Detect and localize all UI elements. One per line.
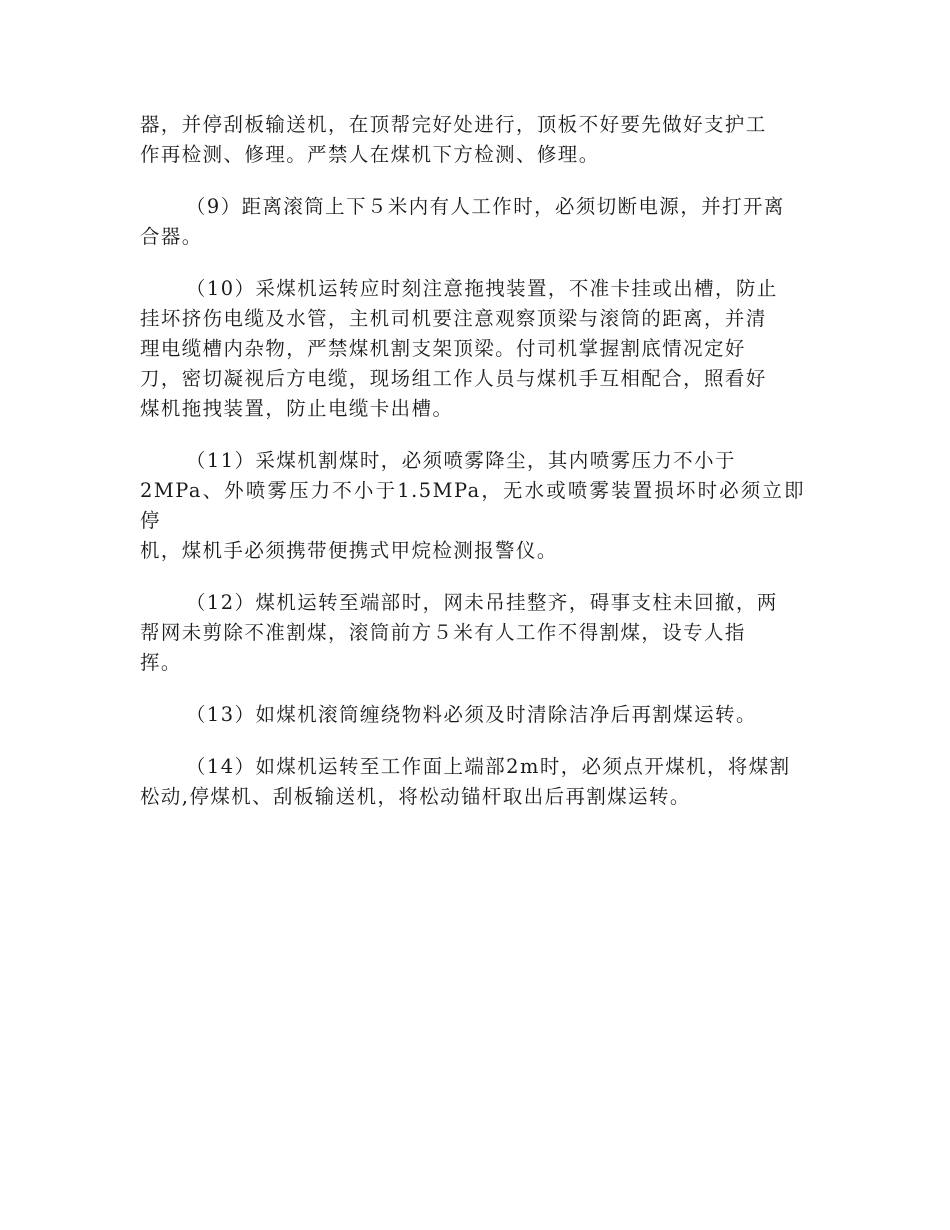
paragraph-line: 理电缆槽内杂物，严禁煤机割支架顶梁。付司机掌握割底情况定好 (140, 337, 746, 360)
paragraph (140, 110, 805, 170)
paragraph-line: 挂坏挤伤电缆及水管，主机司机要注意观察顶梁与滚筒的距离，并清 (140, 307, 767, 330)
paragraph (140, 588, 805, 678)
paragraph-line: 刀，密切凝视后方电缆，现场组工作人员与煤机手互相配合，照看好 (140, 367, 767, 390)
paragraph-line: 器，并停刮板输送机，在顶帮完好处进行，顶板不好要先做好支护工 (140, 113, 767, 136)
paragraph-line: （11）采煤机割煤时，必须喷雾降尘，其内喷雾压力不小于 (186, 449, 736, 472)
paragraph (140, 700, 805, 730)
paragraph-line: （12）煤机运转至端部时，网未吊挂整齐，碍事支柱未回撤，两 (186, 591, 778, 614)
paragraph-line: 挥。 (140, 651, 182, 674)
paragraph (140, 752, 805, 812)
paragraph-line: 煤机拖拽装置，防止电缆卡出槽。 (140, 397, 454, 420)
paragraph-line: 帮网未剪除不准割煤，滚筒前方５米有人工作不得割煤，设专人指 (140, 621, 746, 644)
paragraph-line: （13）如煤机滚筒缠绕物料必须及时清除洁净后再割煤运转。 (186, 703, 757, 726)
paragraph (140, 446, 805, 566)
paragraph-line: 2MPa、外喷雾压力不小于1.5MPa，无水或喷雾装置损坏时必须立即停 (140, 479, 805, 532)
paragraph-line: 作再检测、修理。严禁人在煤机下方检测、修理。 (140, 143, 600, 166)
paragraph-line: 机，煤机手必须携带便携式甲烷检测报警仪。 (140, 539, 558, 562)
paragraph (140, 274, 805, 424)
paragraph-line: （9）距离滚筒上下５米内有人工作时，必须切断电源，并打开离 (186, 195, 785, 218)
paragraph-line: 松动,停煤机、刮板输送机，将松动锚杆取出后再割煤运转。 (140, 785, 691, 808)
paragraph-line: （10）采煤机运转应时刻注意拖拽装置，不准卡挂或出槽，防止 (186, 277, 778, 300)
paragraph (140, 192, 805, 252)
paragraph-line: （14）如煤机运转至工作面上端部2m时，必须点开煤机，将煤割 (186, 755, 791, 778)
paragraph-line: 合器。 (140, 225, 203, 248)
document-body (140, 110, 805, 812)
